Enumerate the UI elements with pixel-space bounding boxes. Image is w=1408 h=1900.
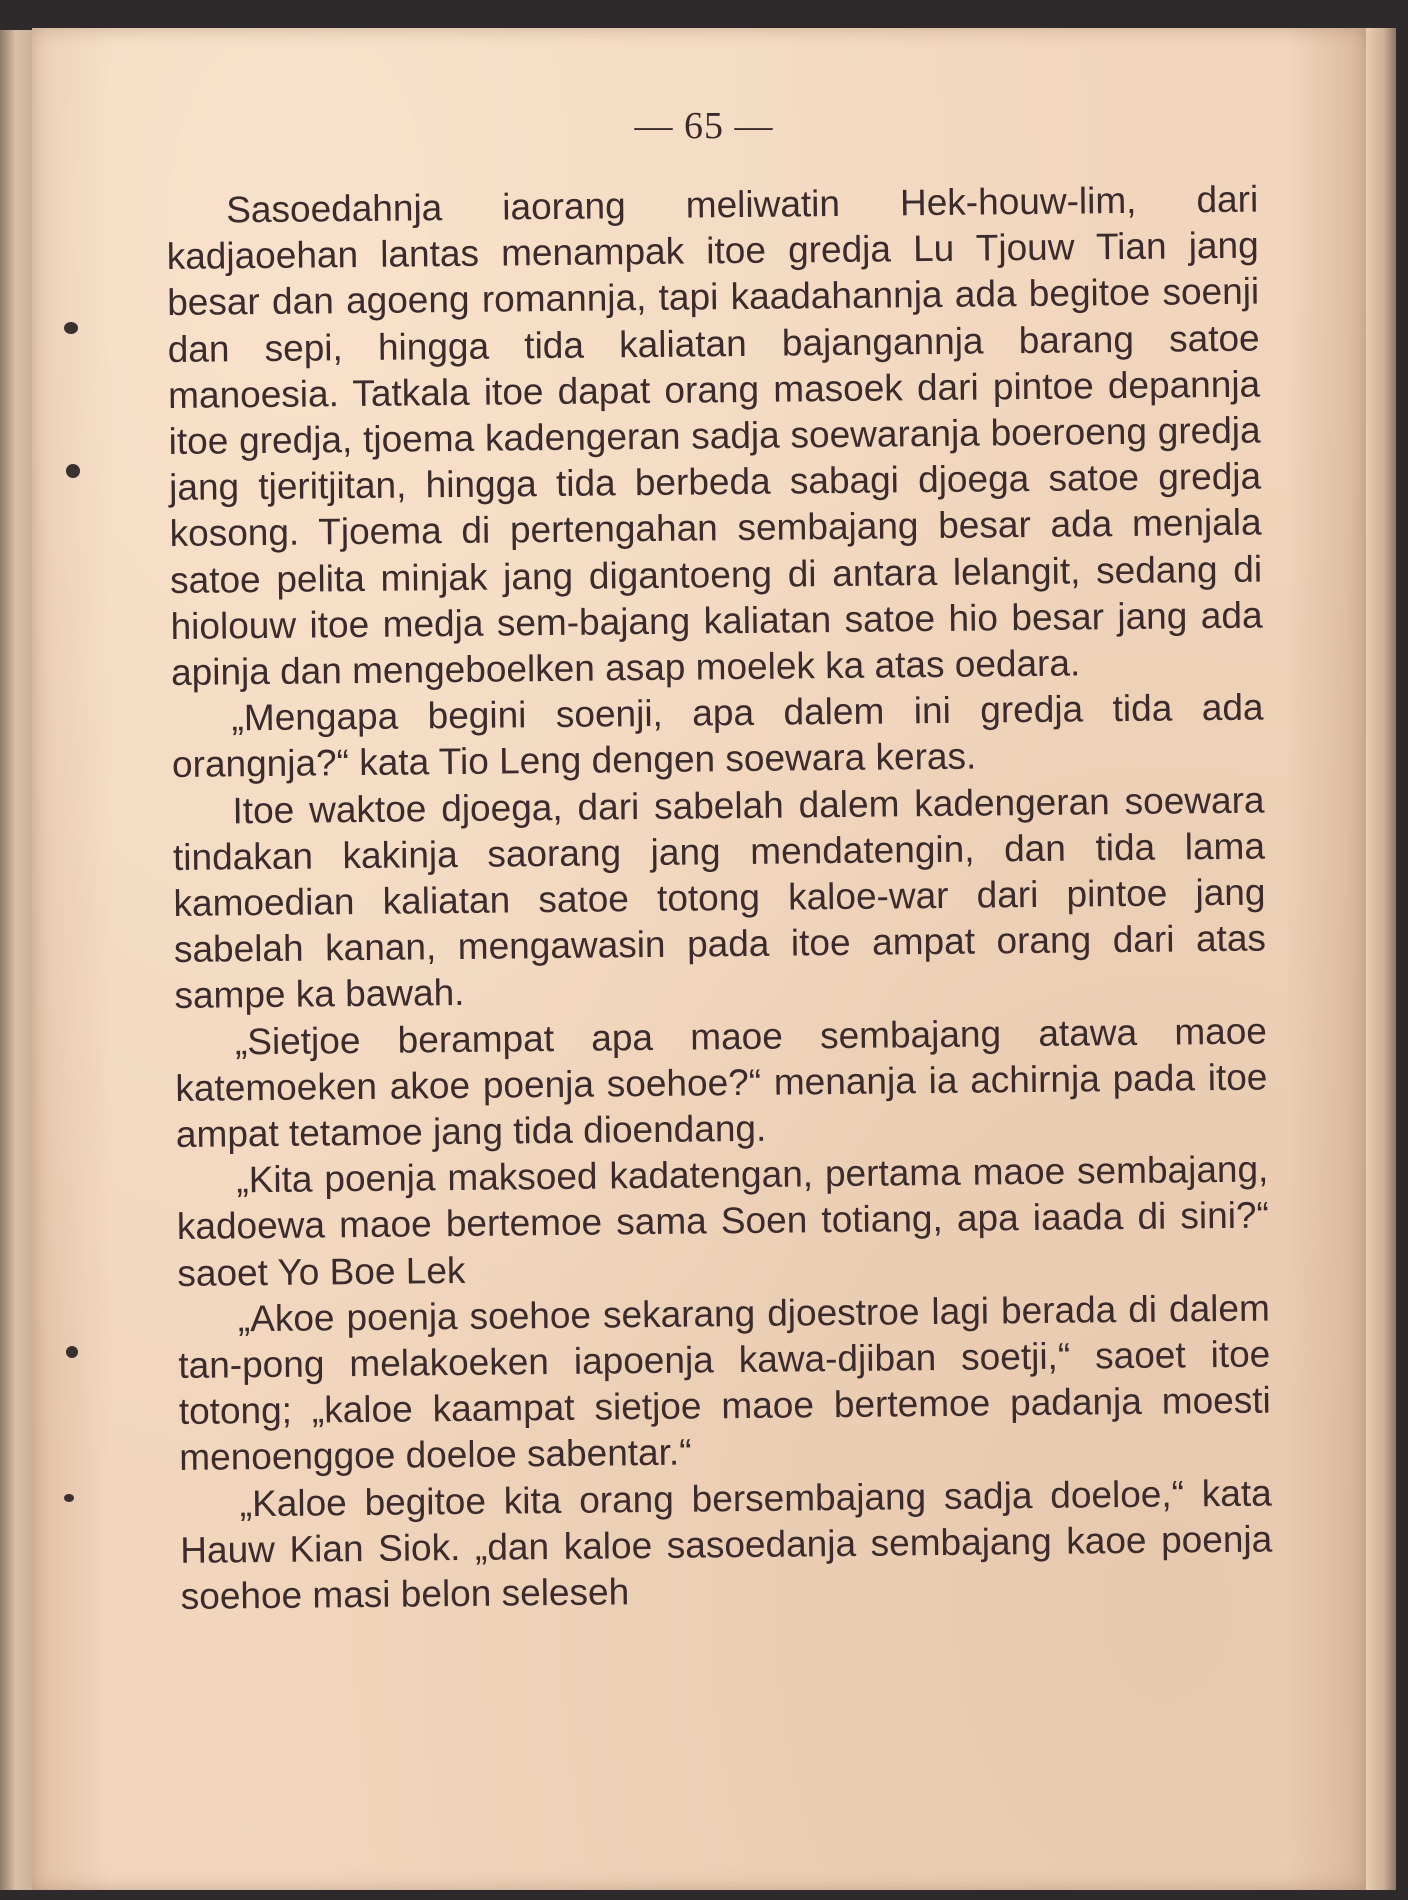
- binding-mark: [66, 464, 80, 478]
- previous-page-edge: [0, 30, 36, 1890]
- paragraph: Sasoedahnja iaorang meliwatin Hek-houw-lim, dari kadjaoehan lantas menampak itoe gredja Lu Tjouw Tian jang besar dan agoeng romannja, tapi kaadahannja ada begitoe soenji dan sepi, hingga tida kaliatan bajangannja barang satoe manoesia. Tatkala itoe dapat orang masoek dari pintoe depannja itoe gredja, tjoema kadengeran sadja soewaranja boeroeng gredja jang tjeritjitan, hingga tida berbeda sabagi djoega satoe gredja kosong. Tjoema di pertengahan sembajang besar ada menjala satoe pelita minjak jang digantoeng di antara lelangit, sedang di hiolouw itoe medja sem-bajang kaliatan satoe hio besar jang ada apinja dan mengeboelken asap moelek ka atas oedara.: [166, 178, 1263, 694]
- binding-mark: [64, 322, 78, 334]
- page-right-edge: [1366, 28, 1396, 1890]
- binding-mark: [66, 1346, 78, 1358]
- paragraph: „Kita poenja maksoed kadatengan, pertama maoe sembajang, kadoewa maoe bertemoe sama Soen totiang, apa iaada di sini?“ saoet Yo Boe Lek: [176, 1148, 1270, 1294]
- paragraph: „Sietjoe berampat apa maoe sembajang atawa maoe katemoeken akoe poenja soehoe?“ menanja ia achirnja pada itoe ampat tetamoe jang tida dioendang.: [175, 1010, 1268, 1156]
- paragraph: „Kaloe begitoe kita orang bersembajang sadja doeloe,“ kata Hauw Kian Siok. „dan kaloe sasoedanja sembajang kaoe poenja soehoe masi belon seleseh: [180, 1472, 1273, 1618]
- paragraph: Itoe waktoe djoega, dari sabelah dalem kadengeran soewara tindakan kakinja saorang jang mendatengin, dan tida lama kamoedian kaliatan satoe totong kaloe-war dari pintoe jang sabelah kanan, mengawasin pada itoe ampat orang dari atas sampe ka bawah.: [172, 779, 1267, 1017]
- body-text: [166, 177, 1273, 1621]
- paragraph: „Mengapa begini soenji, apa dalem ini gredja tida ada orangnja?“ kata Tio Leng dengen soewara keras.: [171, 686, 1264, 786]
- page-number: — 65 —: [634, 105, 774, 147]
- paragraph: „Akoe poenja soehoe sekarang djoestroe lagi berada di dalem tan-pong melakoeken iapoenja kawa-djiban soetji,“ saoet itoe totong; „kaloe kaampat sietjoe maoe bertemoe padanja moesti menoenggoe doeloe sabentar.“: [178, 1287, 1271, 1479]
- binding-mark: [64, 1494, 74, 1502]
